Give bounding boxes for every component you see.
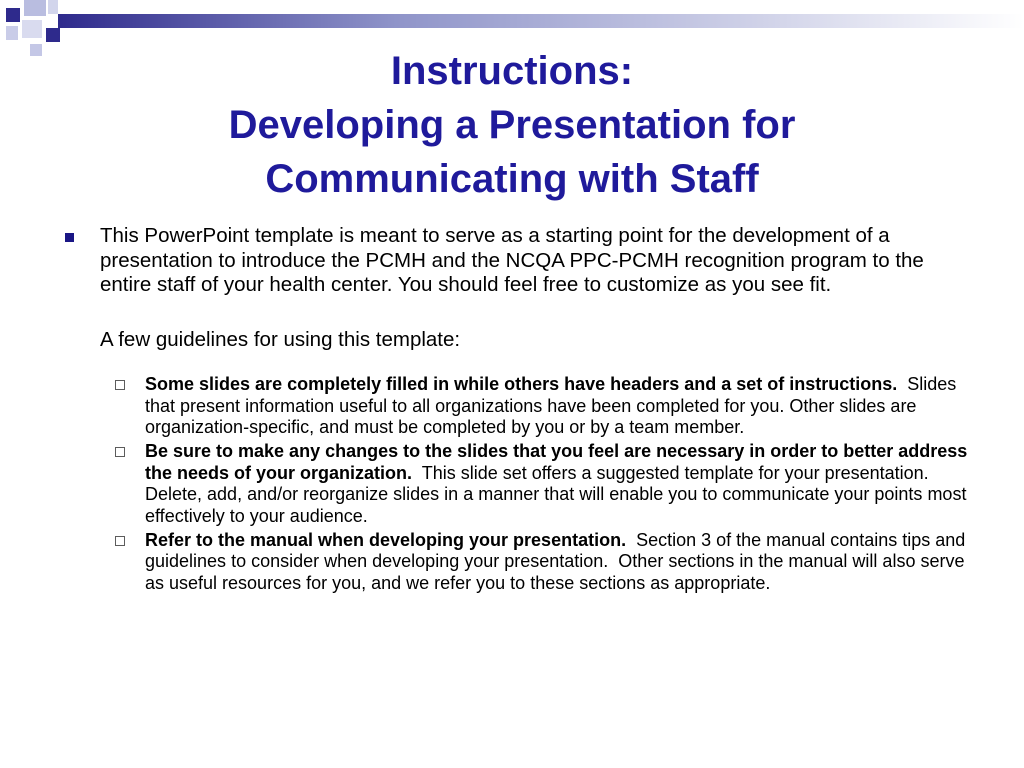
guideline-item <box>145 441 972 527</box>
square-bullet-icon <box>65 233 74 242</box>
decor-square <box>24 0 46 16</box>
guideline-text: Slides that present information useful to all organizations have been completed for you. Other slides are organization-specific, and must be completed by you or by a team member. <box>145 374 962 437</box>
guideline-bold-text: Refer to the manual when developing your presentation. <box>145 529 627 550</box>
slide-title <box>60 44 964 206</box>
guideline-text: Section 3 of the manual contains tips and guidelines to consider when developing your presentation. Other sections in the manual will also serve as useful resources for you, and we refer you to these sections as appropriate. <box>145 529 971 593</box>
decor-square <box>22 20 42 38</box>
decor-square <box>48 0 58 14</box>
guideline-item <box>145 374 972 439</box>
decor-square <box>6 26 18 40</box>
guideline-bold-text: Some slides are completely filled in while others have headers and a set of instructions. <box>145 374 898 394</box>
guidelines-heading: A few guidelines for using this template: <box>100 327 461 351</box>
title-line: Developing a Presentation for <box>228 103 796 147</box>
hollow-square-bullet-icon <box>115 380 125 390</box>
title-line: Communicating with Staff <box>265 157 759 201</box>
decor-square <box>30 44 42 56</box>
guidelines-list <box>60 374 972 594</box>
intro-paragraph: This PowerPoint template is meant to serve as a starting point for the development of a presentation to introduce the PCMH and the NCQA PPC-PCMH recognition program to the entire staff of your health center. You should feel free to customize as you see fit. <box>100 224 924 296</box>
guideline-item <box>145 530 972 595</box>
guideline-bold-text: Be sure to make any changes to the slides that you feel are necessary in order to better address the needs of your organization. <box>145 441 968 483</box>
guideline-text: This slide set offers a suggested template for your presentation. Delete, add, and/or reorganize slides in a manner that will enable you to communicate your points most effectively to your audience. <box>145 462 972 526</box>
decor-square <box>6 8 20 22</box>
slide-body <box>60 224 972 597</box>
gradient-band <box>58 14 1024 28</box>
hollow-square-bullet-icon <box>115 447 125 457</box>
title-line: Instructions: <box>390 49 634 93</box>
hollow-square-bullet-icon <box>115 536 125 546</box>
main-bullet-item <box>60 224 972 352</box>
decor-square <box>46 28 60 42</box>
